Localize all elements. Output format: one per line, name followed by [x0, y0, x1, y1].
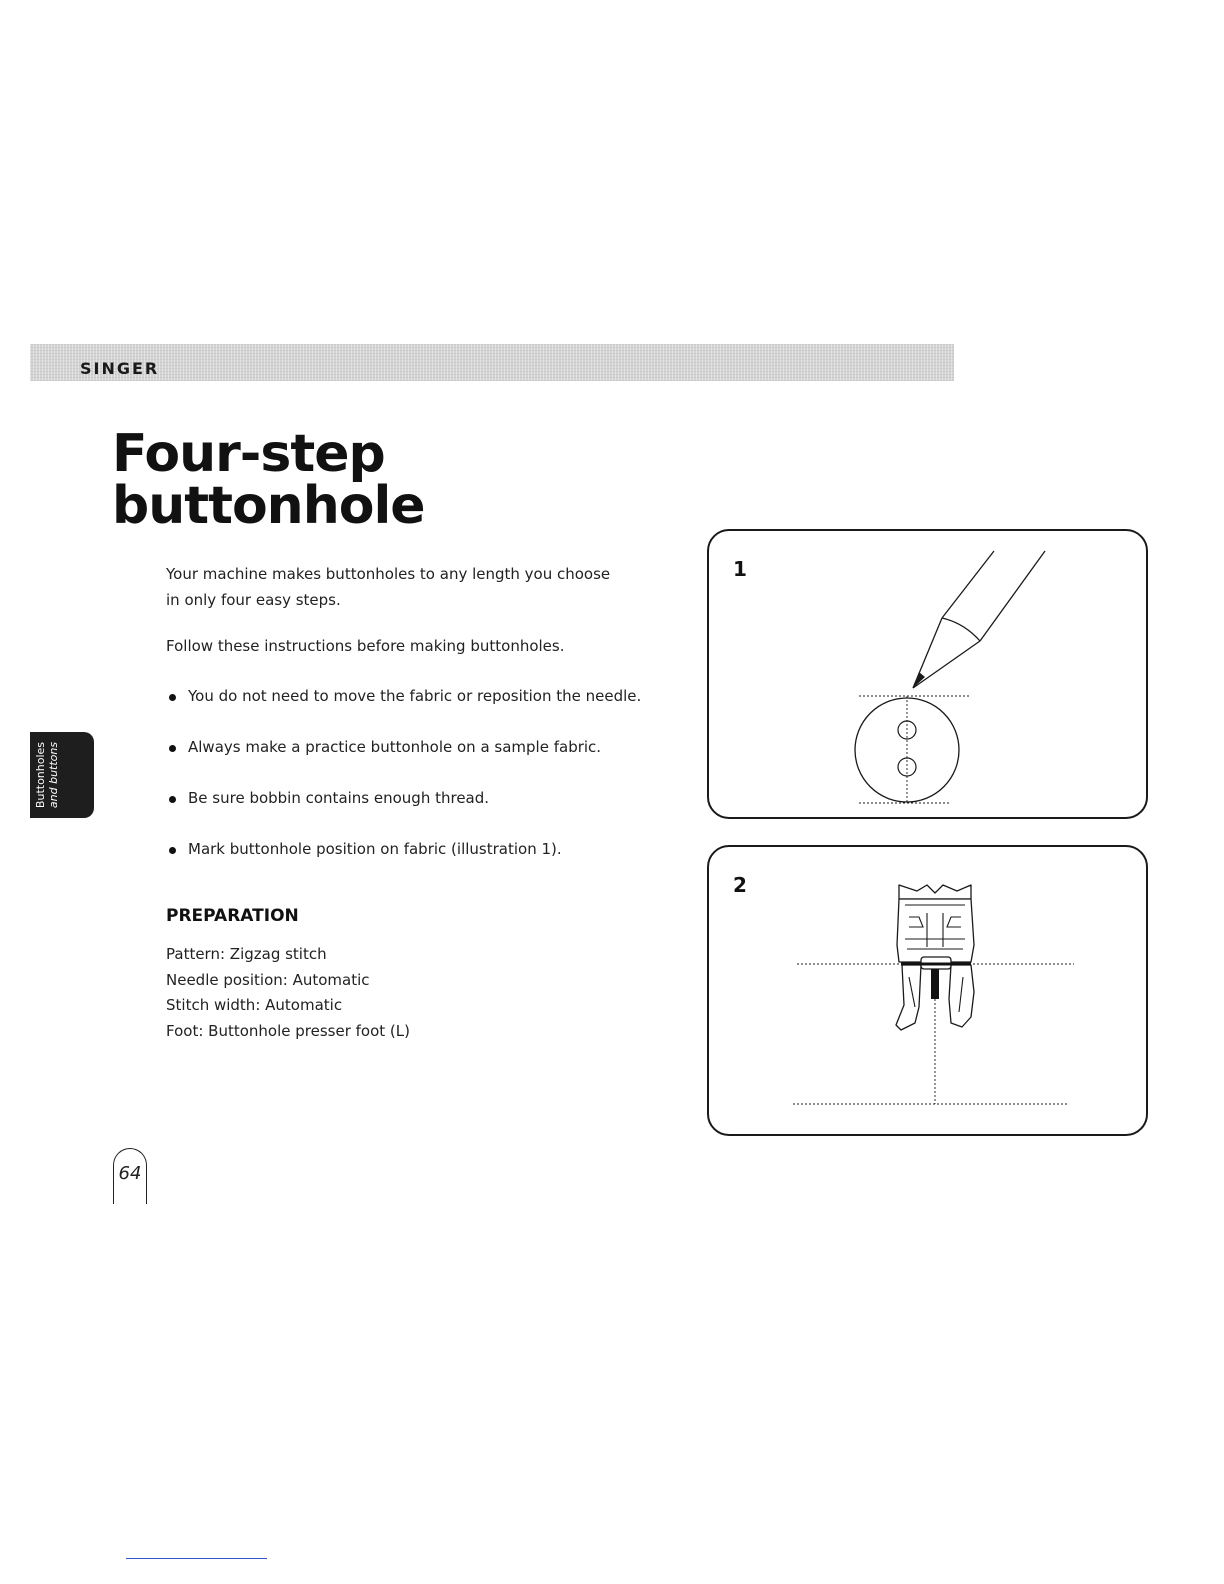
preparation-list	[166, 942, 410, 1044]
illustration-panel-2	[707, 845, 1148, 1136]
list-item: You do not need to move the fabric or reposition the needle.	[166, 687, 641, 738]
chapter-tab	[30, 732, 94, 818]
preparation-item: Needle position: Automatic	[166, 970, 370, 989]
page-title-line-2: buttonhole	[112, 476, 425, 536]
page-number: 64	[118, 1163, 142, 1184]
list-item: Be sure bobbin contains enough thread.	[166, 789, 641, 840]
preparation-item: Pattern: Zigzag stitch	[166, 945, 327, 963]
chapter-tab-label	[34, 732, 60, 818]
list-item: Mark buttonhole position on fabric (illustration 1).	[166, 840, 641, 891]
footer-rule	[126, 1558, 267, 1559]
buttonhole-presser-foot-icon	[709, 847, 1146, 1134]
illustration-number: 2	[733, 873, 747, 897]
preparation-heading: PREPARATION	[166, 906, 299, 926]
preparation-item: Stitch width: Automatic	[166, 996, 343, 1014]
tips-list	[166, 687, 641, 891]
pencil-marking-button-icon	[709, 531, 1146, 817]
preparation-item: Foot: Buttonhole presser foot (L)	[166, 1021, 410, 1040]
intro-paragraph: Your machine makes buttonholes to any length you choose in only four easy steps.	[166, 565, 611, 609]
illustration-number: 1	[733, 557, 747, 581]
header-band	[30, 344, 954, 381]
brand-logo: SINGER	[80, 359, 160, 378]
page-number-tab	[113, 1148, 147, 1204]
chapter-tab-line-2: and buttons	[47, 741, 60, 809]
page-title	[112, 424, 425, 536]
page-title-line-1: Four-step	[112, 424, 385, 484]
list-item: Always make a practice buttonhole on a sample fabric.	[166, 738, 641, 789]
chapter-tab-line-1: Buttonholes	[34, 741, 47, 809]
illustration-panel-1	[707, 529, 1148, 819]
instructions-lead: Follow these instructions before making buttonholes.	[166, 637, 565, 655]
